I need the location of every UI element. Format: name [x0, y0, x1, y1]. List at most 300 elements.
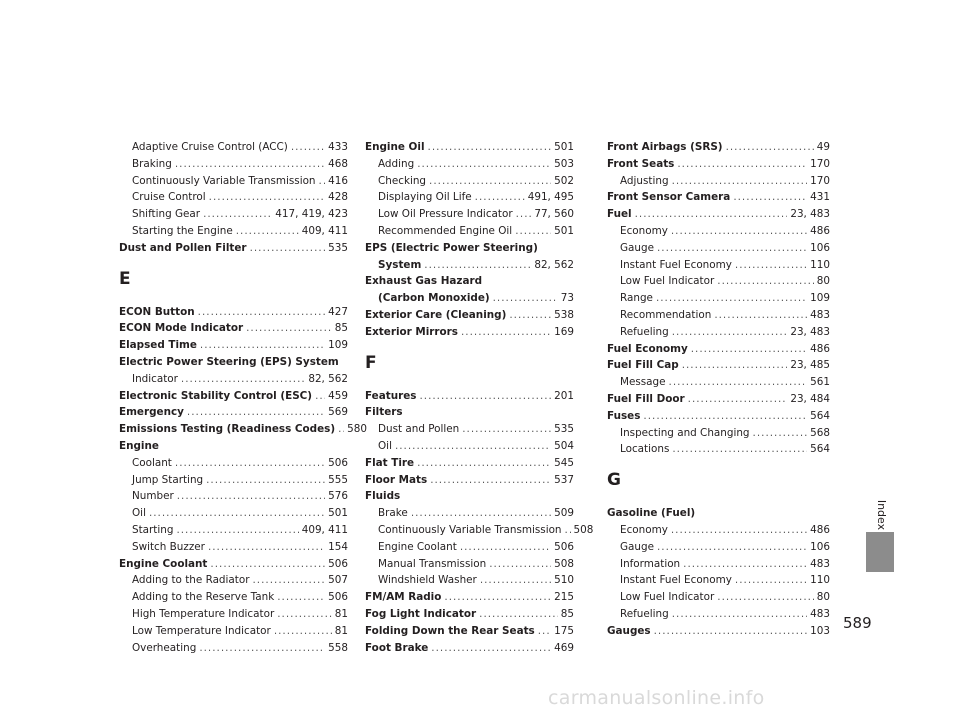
entry-term: Continuously Variable Transmission — [132, 174, 316, 187]
index-subentry[interactable] — [607, 307, 830, 324]
index-entry[interactable] — [365, 324, 574, 341]
index-entry[interactable] — [607, 357, 830, 374]
index-entry[interactable] — [119, 404, 348, 421]
index-subentry[interactable] — [607, 290, 830, 307]
index-tab[interactable] — [866, 532, 894, 572]
leader-dots — [461, 324, 551, 341]
leader-dots — [671, 223, 807, 240]
entry-term: Adding to the Radiator — [132, 574, 250, 587]
leader-dots — [253, 572, 326, 589]
index-heading-text: Filters — [365, 406, 403, 419]
index-subentry[interactable] — [607, 240, 830, 257]
entry-page-ref[interactable]: 504 — [554, 439, 574, 452]
leader-dots — [672, 324, 788, 341]
entry-term: Emergency — [119, 406, 184, 419]
index-entry[interactable] — [607, 408, 830, 425]
leader-dots — [726, 139, 814, 156]
index-subentry[interactable] — [365, 522, 594, 539]
index-subentry[interactable] — [119, 623, 348, 640]
entry-page-ref[interactable]: 509 — [554, 507, 574, 520]
index-subentry[interactable] — [119, 572, 348, 589]
entry-page-ref[interactable]: 23, 484 — [790, 392, 830, 405]
entry-term: Information — [620, 557, 681, 570]
index-subentry[interactable] — [119, 206, 348, 223]
leader-dots — [315, 388, 325, 405]
entry-page-ref[interactable]: 73 — [560, 292, 574, 305]
entry-page-ref[interactable]: 483 — [810, 607, 830, 620]
index-subentry[interactable] — [365, 421, 574, 438]
entry-page-ref[interactable]: 417, 419, 423 — [275, 208, 348, 221]
index-entry[interactable] — [119, 388, 348, 405]
leader-dots — [635, 206, 788, 223]
index-subentry[interactable] — [119, 606, 348, 623]
index-subentry[interactable] — [365, 206, 574, 223]
entry-term: Dust and Pollen — [378, 423, 460, 436]
entry-term: Manual Transmission — [378, 557, 487, 570]
entry-page-ref[interactable]: 568 — [810, 426, 830, 439]
index-entry[interactable] — [607, 391, 830, 408]
entry-page-ref[interactable]: 564 — [810, 443, 830, 456]
index-subentry[interactable] — [607, 324, 830, 341]
entry-term: Features — [365, 389, 417, 402]
entry-page-ref[interactable]: 506 — [328, 591, 348, 604]
index-subentry[interactable] — [607, 223, 830, 240]
entry-page-ref[interactable]: 538 — [554, 308, 574, 321]
entry-term: Brake — [378, 507, 408, 520]
index-subentry[interactable] — [119, 455, 348, 472]
leader-dots — [428, 139, 552, 156]
index-entry[interactable] — [365, 589, 574, 606]
index-subentry[interactable] — [365, 556, 574, 573]
leader-dots — [733, 189, 807, 206]
entry-term: Windshield Washer — [378, 574, 477, 587]
index-entry[interactable] — [365, 290, 574, 307]
leader-dots — [181, 371, 305, 388]
entry-page-ref[interactable]: 23, 485 — [790, 359, 830, 372]
entry-term: System — [378, 258, 422, 271]
entry-term: Fog Light Indicator — [365, 607, 477, 620]
entry-page-ref[interactable]: 580 — [347, 423, 367, 436]
index-subentry[interactable] — [119, 640, 348, 657]
entry-page-ref[interactable]: 80 — [816, 591, 830, 604]
index-entry[interactable] — [607, 623, 830, 640]
entry-term: Continuously Variable Transmission — [378, 523, 562, 536]
entry-page-ref[interactable]: 506 — [328, 557, 348, 570]
leader-dots — [149, 505, 325, 522]
entry-page-ref[interactable]: 486 — [810, 342, 830, 355]
entry-term: Floor Mats — [365, 473, 428, 486]
index-entry[interactable] — [365, 388, 574, 405]
leader-dots — [460, 539, 551, 556]
leader-dots — [493, 290, 558, 307]
index-heading-text: Engine — [119, 439, 159, 452]
entry-page-ref[interactable]: 576 — [328, 490, 348, 503]
entry-page-ref[interactable]: 85 — [560, 607, 574, 620]
entry-page-ref[interactable]: 109 — [328, 339, 348, 352]
leader-dots — [176, 522, 298, 539]
index-entry[interactable] — [607, 139, 830, 156]
entry-term: Engine Oil — [365, 141, 425, 153]
section-letter: F — [365, 352, 377, 373]
entry-term: Recommendation — [620, 308, 712, 321]
index-subentry[interactable] — [607, 257, 830, 274]
leader-dots — [516, 206, 532, 223]
entry-page-ref[interactable]: 537 — [554, 473, 574, 486]
index-subentry[interactable] — [119, 472, 348, 489]
index-subentry[interactable] — [365, 539, 574, 556]
index-subentry[interactable] — [365, 572, 574, 589]
index-subentry[interactable] — [119, 223, 348, 240]
leader-dots — [671, 522, 807, 539]
index-subentry[interactable] — [119, 173, 348, 190]
leader-dots — [672, 173, 808, 190]
index-heading — [365, 240, 574, 257]
entry-page-ref[interactable]: 81 — [334, 607, 348, 620]
entry-page-ref[interactable]: 23, 483 — [790, 208, 830, 221]
leader-dots — [682, 357, 788, 374]
entry-term: Inspecting and Changing — [620, 426, 750, 439]
entry-page-ref[interactable]: 154 — [328, 540, 348, 553]
index-subentry[interactable] — [607, 606, 830, 623]
index-subentry[interactable] — [607, 539, 830, 556]
entry-term: Fuel — [607, 208, 632, 221]
entry-term: Starting the Engine — [132, 224, 233, 237]
leader-dots — [672, 606, 807, 623]
leader-dots — [209, 189, 325, 206]
index-entry[interactable] — [365, 307, 574, 324]
entry-term: Instant Fuel Economy — [620, 574, 732, 587]
entry-page-ref[interactable]: 428 — [328, 191, 348, 204]
leader-dots — [669, 374, 808, 391]
entry-page-ref[interactable]: 468 — [328, 157, 348, 170]
entry-page-ref[interactable]: 510 — [554, 574, 574, 587]
entry-page-ref[interactable]: 535 — [328, 241, 348, 254]
entry-term: Fuel Economy — [607, 342, 688, 355]
index-entry[interactable] — [365, 455, 574, 472]
index-entry[interactable] — [607, 189, 830, 206]
entry-term: ECON Mode Indicator — [119, 322, 244, 335]
entry-page-ref[interactable]: 85 — [334, 322, 348, 335]
entry-term: Adaptive Cruise Control (ACC) — [132, 141, 288, 153]
entry-page-ref[interactable]: 106 — [810, 241, 830, 254]
index-entry[interactable] — [607, 156, 830, 173]
entry-term: Adjusting — [620, 174, 669, 187]
entry-term: Engine Coolant — [378, 540, 457, 553]
entry-term: Instant Fuel Economy — [620, 258, 732, 271]
leader-dots — [654, 623, 808, 640]
index-subentry[interactable] — [607, 273, 830, 290]
entry-page-ref[interactable]: 169 — [554, 325, 574, 338]
leader-dots — [395, 438, 551, 455]
entry-term: Number — [132, 490, 174, 503]
index-subentry[interactable] — [119, 522, 348, 539]
entry-page-ref[interactable]: 110 — [810, 258, 830, 271]
leader-dots — [735, 257, 807, 274]
leader-dots — [175, 156, 325, 173]
entry-page-ref[interactable]: 459 — [328, 389, 348, 402]
entry-page-ref[interactable]: 569 — [328, 406, 348, 419]
leader-dots — [565, 522, 571, 539]
entry-page-ref[interactable]: 486 — [810, 224, 830, 237]
entry-term: High Temperature Indicator — [132, 607, 275, 620]
entry-term: Overheating — [132, 641, 197, 654]
entry-page-ref[interactable]: 561 — [810, 376, 830, 389]
entry-term: Displaying Oil Life — [378, 191, 472, 204]
index-heading-text: Gasoline (Fuel) — [607, 507, 696, 520]
index-subentry[interactable] — [607, 173, 830, 190]
entry-term: Coolant — [132, 456, 172, 469]
entry-page-ref[interactable]: 545 — [554, 456, 574, 469]
entry-term: Low Oil Pressure Indicator — [378, 208, 513, 221]
index-subentry[interactable] — [365, 173, 574, 190]
index-subentry[interactable] — [607, 522, 830, 539]
leader-dots — [431, 640, 551, 657]
index-entry[interactable] — [119, 337, 348, 354]
entry-term: Economy — [620, 224, 668, 237]
index-subentry[interactable] — [607, 441, 830, 458]
leader-dots — [430, 472, 551, 489]
index-entry[interactable] — [119, 240, 348, 257]
entry-page-ref[interactable]: 535 — [554, 423, 574, 436]
entry-term: Switch Buzzer — [132, 540, 205, 553]
leader-dots — [677, 156, 807, 173]
index-heading — [365, 488, 574, 505]
entry-term: Jump Starting — [132, 473, 204, 486]
entry-page-ref[interactable]: 431 — [810, 191, 830, 204]
entry-term: Fuel Fill Door — [607, 392, 685, 405]
leader-dots — [206, 472, 325, 489]
entry-term: (Carbon Monoxide) — [378, 292, 490, 305]
leader-dots — [338, 421, 344, 438]
index-entry[interactable] — [607, 206, 830, 223]
index-subentry[interactable] — [607, 589, 830, 606]
entry-page-ref[interactable]: 483 — [810, 557, 830, 570]
index-subentry[interactable] — [119, 589, 348, 606]
leader-dots — [753, 425, 808, 442]
entry-page-ref[interactable]: 170 — [810, 174, 830, 187]
entry-page-ref[interactable]: 82, 562 — [308, 372, 348, 385]
index-subentry[interactable] — [119, 156, 348, 173]
leader-dots — [203, 206, 272, 223]
entry-term: Shifting Gear — [132, 208, 201, 221]
entry-term: Low Temperature Indicator — [132, 624, 271, 637]
leader-dots — [657, 240, 807, 257]
entry-page-ref[interactable]: 23, 483 — [790, 325, 830, 338]
section-letter: G — [607, 470, 621, 491]
index-subentry[interactable] — [119, 505, 348, 522]
entry-page-ref[interactable]: 486 — [810, 523, 830, 536]
leader-dots — [274, 623, 332, 640]
entry-term: Economy — [620, 523, 668, 536]
entry-page-ref[interactable]: 469 — [554, 641, 574, 654]
index-subentry[interactable] — [119, 189, 348, 206]
entry-term: Elapsed Time — [119, 339, 197, 352]
entry-page-ref[interactable]: 558 — [328, 641, 348, 654]
leader-dots — [419, 388, 551, 405]
entry-term: Dust and Pollen Filter — [119, 241, 247, 254]
leader-dots — [475, 189, 525, 206]
index-subentry[interactable] — [119, 488, 348, 505]
index-subentry[interactable] — [119, 539, 348, 556]
leader-dots — [489, 556, 551, 573]
entry-term: Foot Brake — [365, 641, 429, 654]
entry-term: Flat Tire — [365, 456, 415, 469]
index-entry[interactable] — [119, 556, 348, 573]
entry-page-ref[interactable]: 502 — [554, 174, 574, 187]
leader-dots — [210, 556, 325, 573]
index-subentry[interactable] — [607, 556, 830, 573]
index-heading — [119, 354, 348, 371]
index-heading — [365, 404, 574, 421]
section-letter: E — [119, 268, 131, 289]
index-subentry[interactable] — [119, 139, 348, 156]
entry-page-ref[interactable]: 80 — [816, 275, 830, 288]
entry-term: Emissions Testing (Readiness Codes) — [119, 423, 336, 436]
entry-term: Range — [620, 292, 653, 305]
index-entry[interactable] — [119, 320, 348, 337]
index-subentry[interactable] — [607, 425, 830, 442]
entry-page-ref[interactable]: 503 — [554, 157, 574, 170]
entry-term: Gauges — [607, 624, 651, 637]
entry-page-ref[interactable]: 433 — [328, 141, 348, 153]
leader-dots — [246, 320, 332, 337]
entry-page-ref[interactable]: 77, 560 — [534, 208, 574, 221]
entry-term: Low Fuel Indicator — [620, 275, 715, 288]
entry-term: Front Seats — [607, 157, 675, 170]
entry-term: Folding Down the Rear Seats — [365, 624, 535, 637]
index-subentry[interactable] — [365, 189, 574, 206]
entry-page-ref[interactable]: 506 — [328, 456, 348, 469]
entry-page-ref[interactable]: 555 — [328, 473, 348, 486]
entry-page-ref[interactable]: 564 — [810, 409, 830, 422]
entry-term: Message — [620, 376, 666, 389]
leader-dots — [277, 606, 332, 623]
leader-dots — [643, 408, 807, 425]
entry-page-ref[interactable]: 170 — [810, 157, 830, 170]
index-column-2 — [365, 139, 594, 656]
entry-term: Exterior Mirrors — [365, 325, 458, 338]
index-entry[interactable] — [365, 640, 574, 657]
entry-term: Electronic Stability Control (ESC) — [119, 389, 313, 402]
entry-page-ref[interactable]: 508 — [554, 557, 574, 570]
entry-term: Fuses — [607, 409, 641, 422]
entry-page-ref[interactable]: 501 — [328, 507, 348, 520]
leader-dots — [199, 640, 325, 657]
leader-dots — [417, 156, 551, 173]
index-entry[interactable] — [119, 304, 348, 321]
index-heading-text: EPS (Electric Power Steering) — [365, 241, 538, 254]
index-subentry[interactable] — [119, 371, 348, 388]
index-subentry[interactable] — [365, 223, 574, 240]
index-subentry[interactable] — [365, 156, 574, 173]
index-heading-text: Exhaust Gas Hazard — [365, 275, 483, 288]
entry-page-ref[interactable]: 507 — [328, 574, 348, 587]
entry-page-ref[interactable]: 501 — [554, 141, 574, 153]
entry-page-ref[interactable]: 110 — [810, 574, 830, 587]
index-entry[interactable] — [365, 472, 574, 489]
leader-dots — [462, 421, 551, 438]
leader-dots — [177, 488, 325, 505]
leader-dots — [691, 341, 807, 358]
leader-dots — [717, 273, 814, 290]
index-tab-label: Index — [875, 499, 888, 531]
entry-page-ref[interactable]: 409, 411 — [301, 523, 348, 536]
index-entry[interactable] — [365, 257, 574, 274]
entry-page-ref[interactable]: 416 — [328, 174, 348, 187]
leader-dots — [291, 139, 325, 156]
index-entry[interactable] — [119, 421, 367, 438]
leader-dots — [411, 505, 551, 522]
entry-page-ref[interactable]: 483 — [810, 308, 830, 321]
entry-page-ref[interactable]: 506 — [554, 540, 574, 553]
index-heading-text: Fluids — [365, 490, 401, 503]
entry-term: Refueling — [620, 607, 669, 620]
entry-page-ref[interactable]: 201 — [554, 389, 574, 402]
entry-page-ref[interactable]: 103 — [810, 624, 830, 637]
leader-dots — [187, 404, 325, 421]
leader-dots — [250, 240, 326, 257]
entry-page-ref[interactable]: 427 — [328, 305, 348, 318]
entry-page-ref[interactable]: 81 — [334, 624, 348, 637]
entry-term: Braking — [132, 157, 172, 170]
entry-term: Starting — [132, 523, 174, 536]
entry-page-ref[interactable]: 501 — [554, 224, 574, 237]
index-subentry[interactable] — [607, 572, 830, 589]
entry-page-ref[interactable]: 109 — [810, 292, 830, 305]
leader-dots — [538, 623, 551, 640]
leader-dots — [175, 455, 325, 472]
watermark: carmanualsonline.info — [548, 687, 765, 709]
entry-page-ref[interactable]: 82, 562 — [534, 258, 574, 271]
index-entry[interactable] — [365, 623, 574, 640]
entry-term: Front Airbags (SRS) — [607, 141, 723, 153]
index-heading — [365, 273, 574, 290]
leader-dots — [277, 589, 325, 606]
leader-dots — [198, 304, 325, 321]
entry-page-ref[interactable]: 175 — [554, 624, 574, 637]
index-entry[interactable] — [607, 341, 830, 358]
entry-term: Engine Coolant — [119, 557, 208, 570]
entry-term: Locations — [620, 443, 670, 456]
entry-term: Front Sensor Camera — [607, 191, 731, 204]
entry-term: Fuel Fill Cap — [607, 359, 679, 372]
entry-term: ECON Button — [119, 305, 195, 318]
leader-dots — [657, 539, 807, 556]
entry-term: Refueling — [620, 325, 669, 338]
index-subentry[interactable] — [365, 505, 574, 522]
index-subentry[interactable] — [607, 374, 830, 391]
index-subentry[interactable] — [365, 438, 574, 455]
index-column-3 — [607, 139, 830, 640]
leader-dots — [509, 307, 551, 324]
index-heading — [119, 438, 348, 455]
entry-page-ref[interactable]: 491, 495 — [527, 191, 574, 204]
leader-dots — [515, 223, 551, 240]
entry-page-ref[interactable]: 215 — [554, 591, 574, 604]
leader-dots — [236, 223, 299, 240]
index-heading-text: Electric Power Steering (EPS) System — [119, 355, 339, 368]
index-entry[interactable] — [365, 139, 574, 156]
entry-page-ref[interactable]: 49 — [816, 141, 830, 153]
entry-page-ref[interactable]: 508 — [573, 523, 594, 536]
index-entry[interactable] — [365, 606, 574, 623]
leader-dots — [656, 290, 807, 307]
leader-dots — [424, 257, 531, 274]
entry-page-ref[interactable]: 106 — [810, 540, 830, 553]
leader-dots — [688, 391, 788, 408]
entry-page-ref[interactable]: 409, 411 — [301, 224, 348, 237]
entry-term: Indicator — [132, 372, 178, 385]
